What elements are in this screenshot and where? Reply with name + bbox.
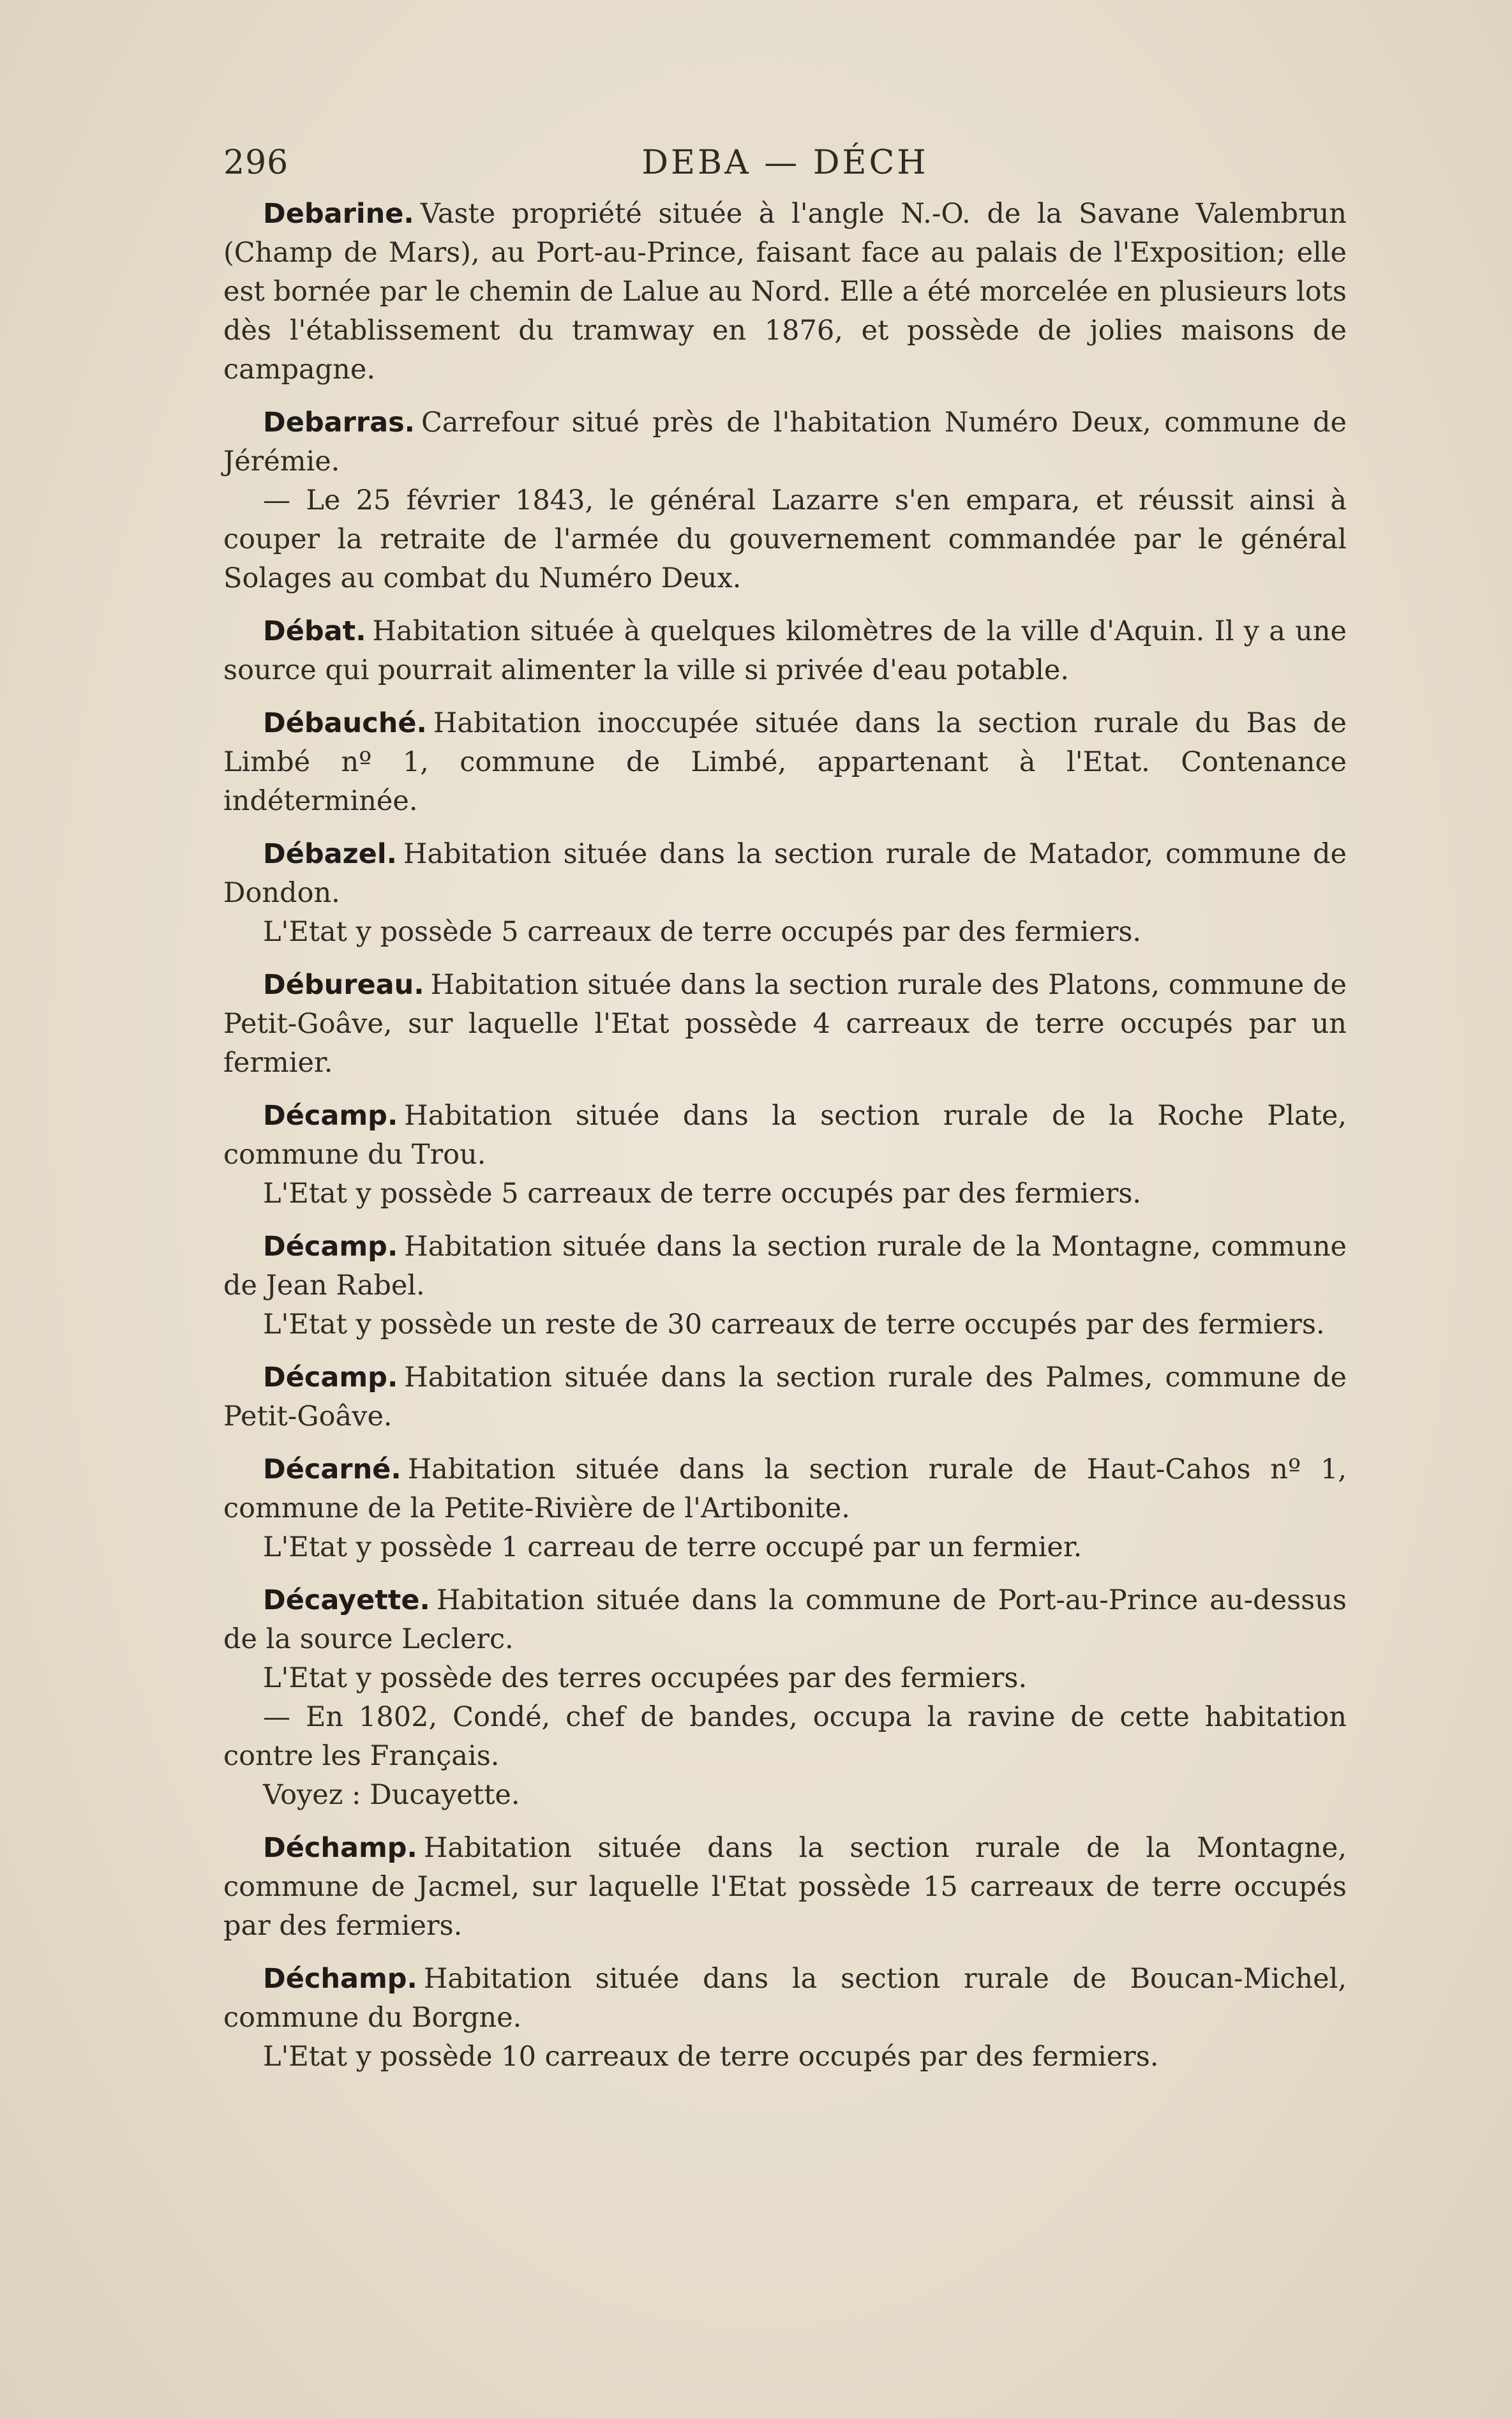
entry-term: Débauché. [263, 707, 427, 739]
entry-definition [223, 1358, 1347, 1436]
entry-definition [223, 1960, 1347, 2038]
dictionary-entry [223, 1450, 1347, 1567]
dictionary-entry [223, 1960, 1347, 2076]
entry-text: Habitation située dans la section rurale de Boucan-Michel, commune du Borgne. [223, 1963, 1347, 2034]
entry-text: Habitation située dans la section rurale de la Roche Plate, commune du Trou. [223, 1100, 1347, 1171]
entry-definition [223, 1581, 1347, 1659]
entry-term: Débazel. [263, 838, 397, 870]
dictionary-entry [223, 835, 1347, 952]
dictionary-entry [223, 1097, 1347, 1213]
entry-term: Déchamp. [263, 1832, 417, 1864]
entry-paragraph [223, 1175, 1347, 1213]
entry-definition [223, 835, 1347, 913]
entry-term: Débureau. [263, 969, 424, 1001]
entry-definition [223, 1829, 1347, 1946]
entry-term: Décamp. [263, 1231, 398, 1263]
entry-text: Habitation située dans la section rurale des Platons, commune de Petit-Goâve, sur laquelle l'Etat possède 4 carreaux de terre occupés par un fermier. [223, 969, 1347, 1079]
entry-paragraph [223, 2038, 1347, 2076]
dictionary-entry [223, 966, 1347, 1083]
dictionary-entry [223, 1358, 1347, 1436]
entry-term: Décamp. [263, 1362, 398, 1393]
entry-definition [223, 1450, 1347, 1528]
entry-term: Debarras. [263, 407, 415, 439]
entry-text: L'Etat y possède 1 carreau de terre occupé par un fermier. [263, 1531, 1082, 1563]
entry-paragraph [223, 1659, 1347, 1698]
entry-text: — En 1802, Condé, chef de bandes, occupa la ravine de cette habitation contre les Français. [223, 1701, 1347, 1772]
dictionary-entry [223, 1829, 1347, 1946]
entry-term: Décayette. [263, 1584, 430, 1616]
dictionary-entries [223, 195, 1347, 2076]
entry-text: Habitation située dans la section rurale des Palmes, commune de Petit-Goâve. [223, 1362, 1347, 1432]
entry-text: Carrefour situé près de l'habitation Numéro Deux, commune de Jérémie. [223, 407, 1347, 477]
entry-definition [223, 1228, 1347, 1305]
page-content [223, 137, 1347, 2076]
entry-text: Voyez : Ducayette. [263, 1779, 520, 1811]
dictionary-entry [223, 704, 1347, 821]
entry-text: Habitation située dans la section rurale de la Montagne, commune de Jacmel, sur laquelle l'Etat possède 15 carreaux de terre occupés par des fermiers. [223, 1832, 1347, 1942]
entry-paragraph [223, 1698, 1347, 1776]
entry-definition [223, 704, 1347, 821]
entry-text: L'Etat y possède 5 carreaux de terre occupés par des fermiers. [263, 916, 1142, 948]
entry-term: Debarine. [263, 198, 414, 230]
entry-definition [223, 612, 1347, 690]
entry-term: Déchamp. [263, 1963, 417, 1995]
entry-paragraph [223, 1776, 1347, 1815]
entry-text: — Le 25 février 1843, le général Lazarre s'en empara, et réussit ainsi à couper la retraite de l'armée du gouvernement commandée par le général Solages au combat du Numéro Deux. [223, 484, 1347, 594]
entry-paragraph [223, 1305, 1347, 1344]
entry-term: Débat. [263, 615, 366, 647]
entry-paragraph [223, 1528, 1347, 1567]
entry-term: Décamp. [263, 1100, 398, 1132]
dictionary-entry [223, 403, 1347, 598]
page-number: 296 [223, 144, 289, 182]
entry-term: Décarné. [263, 1453, 401, 1485]
entry-text: Habitation située dans la section rurale de Haut-Cahos nº 1, commune de la Petite-Rivière de l'Artibonite. [223, 1453, 1347, 1524]
entry-definition [223, 966, 1347, 1083]
entry-text: Habitation située dans la section rurale de la Montagne, commune de Jean Rabel. [223, 1231, 1347, 1302]
entry-paragraph [223, 481, 1347, 598]
entry-text: L'Etat y possède 5 carreaux de terre occupés par des fermiers. [263, 1178, 1142, 1210]
running-head: DEBA — DÉCH [641, 144, 929, 182]
entry-text: Vaste propriété située à l'angle N.-O. de la Savane Valembrun (Champ de Mars), au Port-au-Prince, faisant face au palais de l'Exposition; elle est bornée par le chemin de Lalue au Nord. Elle a été morcelée en plusieurs lots dès l'établissement du tramway en 1876, et possède de jolies maisons de campagne. [223, 198, 1347, 386]
entry-text: L'Etat y possède 10 carreaux de terre occupés par des fermiers. [263, 2041, 1159, 2073]
dictionary-entry [223, 1581, 1347, 1815]
entry-definition [223, 195, 1347, 389]
entry-text: L'Etat y possède des terres occupées par des fermiers. [263, 1662, 1028, 1694]
entry-definition [223, 403, 1347, 481]
entry-text: Habitation située dans la commune de Port-au-Prince au-dessus de la source Leclerc. [223, 1584, 1347, 1655]
dictionary-entry [223, 612, 1347, 690]
entry-text: Habitation inoccupée située dans la section rurale du Bas de Limbé nº 1, commune de Limbé, appartenant à l'Etat. Contenance indéterminée. [223, 707, 1347, 817]
dictionary-entry [223, 1228, 1347, 1344]
entry-text: Habitation située dans la section rurale de Matador, commune de Dondon. [223, 838, 1347, 909]
entry-text: Habitation située à quelques kilomètres de la ville d'Aquin. Il y a une source qui pourrait alimenter la ville si privée d'eau potable. [223, 615, 1347, 686]
entry-paragraph [223, 913, 1347, 952]
dictionary-entry [223, 195, 1347, 389]
entry-definition [223, 1097, 1347, 1175]
entry-text: L'Etat y possède un reste de 30 carreaux de terre occupés par des fermiers. [263, 1309, 1325, 1340]
page-header [223, 137, 1347, 195]
